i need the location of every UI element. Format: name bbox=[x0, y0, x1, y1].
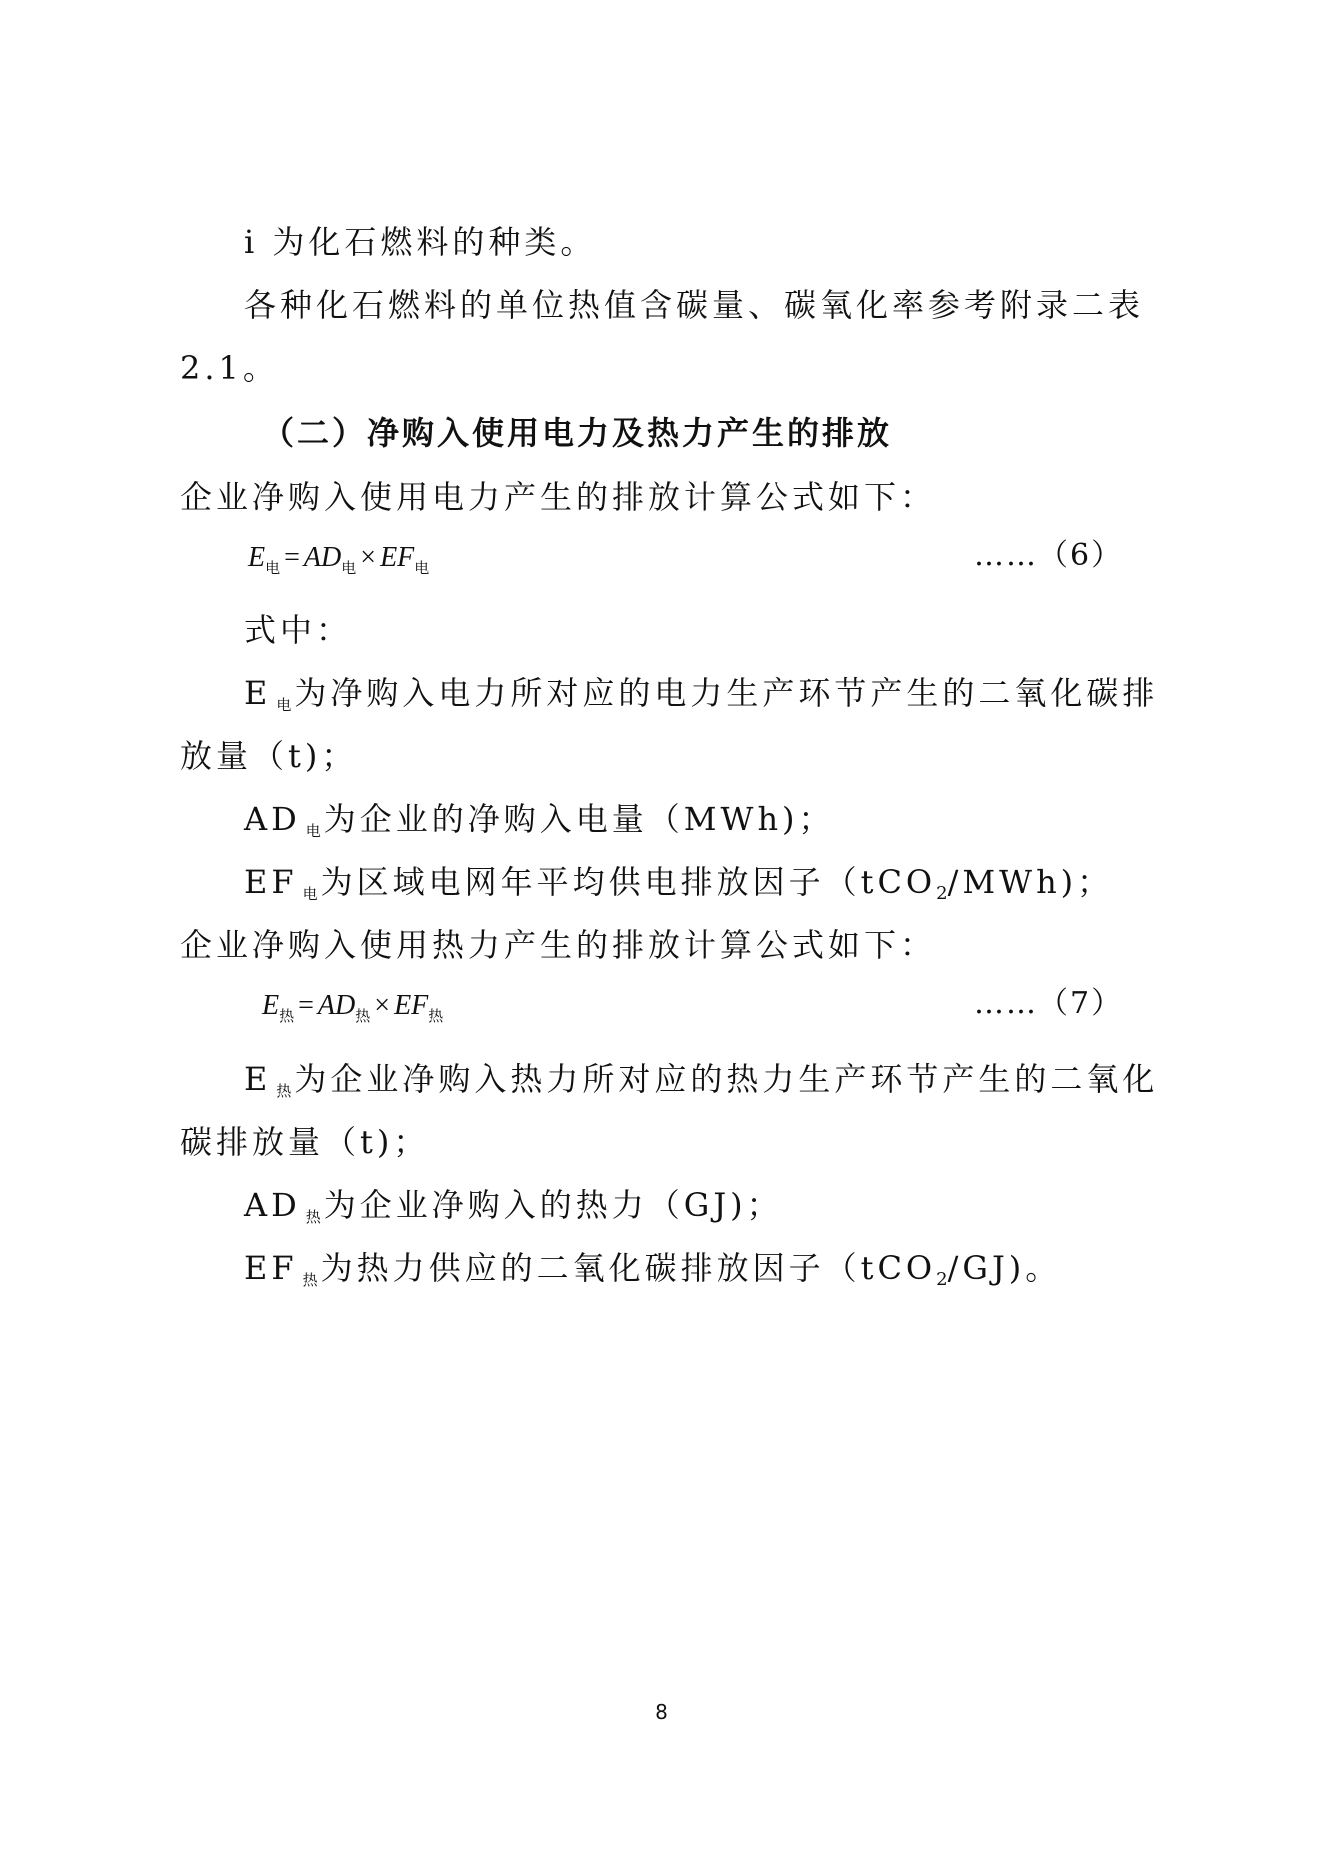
paragraph-where: 式中： bbox=[244, 611, 353, 649]
formula-electricity: $E_电 = AD_电 \times EF_电$ bbox=[248, 542, 430, 577]
page-number: 8 bbox=[655, 1700, 668, 1724]
definition-ad-heat: AD $_热$为企业净购入的热力（GJ)； bbox=[244, 1186, 783, 1226]
definition-e-heat-line1: E $_热$为企业净购入热力所对应的热力生产环节产生的二氧化 bbox=[244, 1060, 1159, 1100]
definition-ef-electricity: EF $_电$为区域电网年平均供电排放因子（tCO2/MWh)； bbox=[244, 863, 1114, 904]
paragraph-carbon-reference-line1: 各种化石燃料的单位热值含碳量、碳氧化率参考附录二表 bbox=[244, 286, 1145, 324]
paragraph-heat-intro: 企业净购入使用热力产生的排放计算公式如下： bbox=[180, 926, 937, 964]
formula-heat: $E_热 = AD_热 \times EF_热$ bbox=[262, 990, 444, 1025]
definition-e-electricity-line1: E $_电$为净购入电力所对应的电力生产环节产生的二氧化碳排 bbox=[244, 674, 1159, 714]
section-heading: （二）净购入使用电力及热力产生的排放 bbox=[262, 414, 893, 452]
definition-e-electricity-line2: 放量（t)； bbox=[180, 737, 358, 775]
paragraph-carbon-reference-line2: 2.1。 bbox=[180, 349, 279, 387]
paragraph-fuel-type: i 为化石燃料的种类。 bbox=[244, 223, 597, 261]
definition-ef-heat: EF $_热$为热力供应的二氧化碳排放因子（tCO2/GJ)。 bbox=[244, 1249, 1062, 1290]
equation-number-6: ……（6） bbox=[974, 538, 1124, 573]
equation-number-7: ……（7） bbox=[974, 986, 1124, 1021]
paragraph-electricity-intro: 企业净购入使用电力产生的排放计算公式如下： bbox=[180, 478, 937, 516]
definition-ad-electricity: AD $_电$为企业的净购入电量（MWh)； bbox=[244, 800, 835, 840]
definition-e-heat-line2: 碳排放量（t)； bbox=[180, 1123, 430, 1161]
